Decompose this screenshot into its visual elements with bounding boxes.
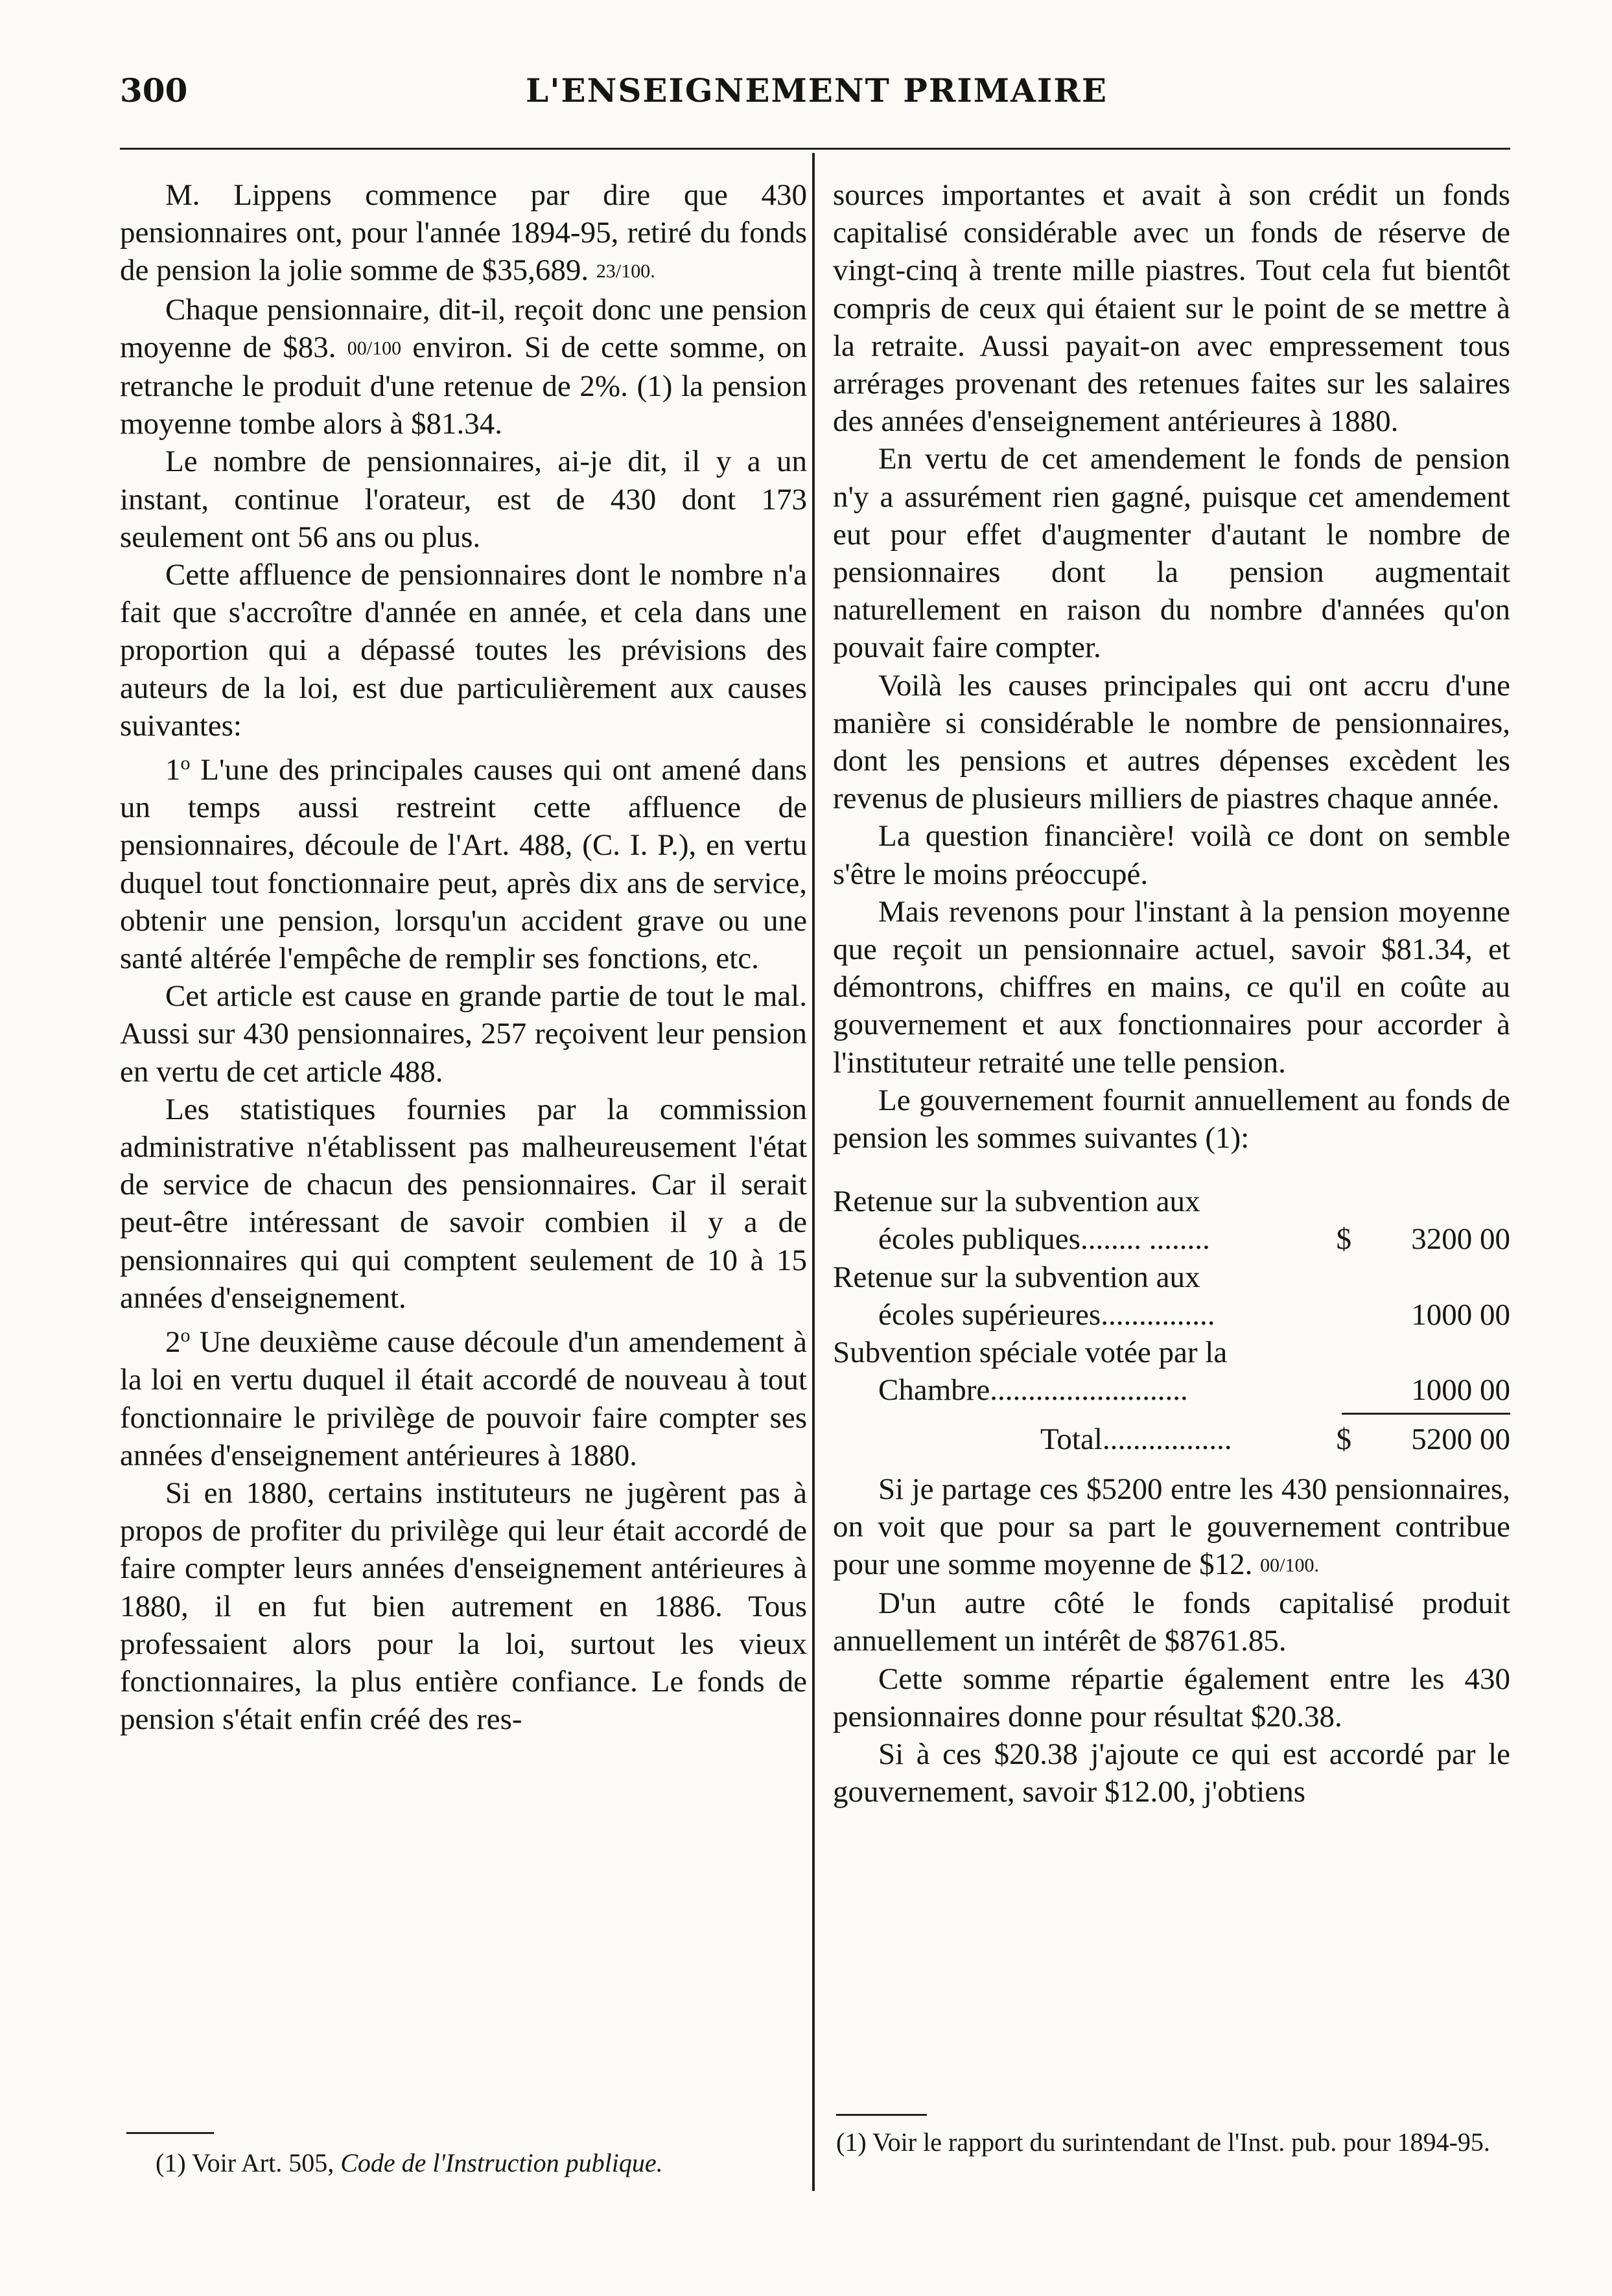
paragraph: Cette somme répartie également entre les 430 pensionnaires donne pour résultat $20.38. bbox=[833, 1662, 1510, 1734]
paragraph: La question financière! voilà ce dont on semble s'être le moins préoccupé. bbox=[833, 819, 1510, 891]
funding-table bbox=[833, 1183, 1510, 1458]
paragraph: Chaque pensionnaire, dit-il, reçoit donc une pension moyenne de $83. 00/100 environ. Si de cette somme, on retranche le produit d'une retenue de 2%. (1) la pension moyenne tombe alors à $81.34. bbox=[120, 292, 807, 441]
footnote-left: (1) Voir Art. 505, Code de l'Instruction publique. bbox=[156, 2148, 663, 2177]
header-rule bbox=[120, 148, 1510, 150]
paragraph: Voilà les causes principales qui ont accru d'une manière si considérable le nombre de pensionnaires, dont les pensions et autres dépenses excèdent les revenus de plusieurs milliers de piastres chaque année. bbox=[833, 668, 1510, 816]
paragraph: 2$^o$ Une deuxième cause découle d'un amendement à la loi en vertu duquel il était accordé de nouveau à tout fonctionnaire le privilège de pouvoir faire compter ses années d'enseignement antérieures à 1880. bbox=[120, 1325, 807, 1472]
table-row: Retenue sur la subvention aux bbox=[833, 1185, 1200, 1219]
left-column bbox=[120, 176, 807, 1738]
page-number: 300 bbox=[120, 71, 188, 110]
fraction: 00/100. bbox=[1260, 1555, 1320, 1576]
paragraph: Si à ces $20.38 j'ajoute ce qui est accordé par le gouvernement, savoir $12.00, j'obtiens bbox=[833, 1737, 1510, 1809]
paragraph: Le gouvernement fournit annuellement au fonds de pension les sommes suivantes (1): bbox=[833, 1083, 1510, 1155]
fraction: 00/100 bbox=[347, 337, 402, 359]
total-amount: 5200 00 bbox=[1411, 1422, 1510, 1457]
paragraph: Cet article est cause en grande partie de tout le mal. Aussi sur 430 pensionnaires, 257 reçoivent leur pension en vertu de cet article 488. bbox=[120, 979, 807, 1089]
paragraph: En vertu de cet amendement le fonds de pension n'y a assurément rien gagné, puisque cet amendement eut pour effet d'augmenter d'autant le nombre de pensionnaires dont la pension augmentait naturellement en raison du nombre d'années qu'on pouvait faire compter. bbox=[833, 442, 1510, 665]
paragraph: Les statistiques fournies par la commission administrative n'établissent pas malheureusement l'état de service de chacun des pensionnaires. Car il serait peut-être intéressant de savoir combien il y a de pensionnaires qui qui comptent seulement de 10 à 15 années d'enseignement. bbox=[120, 1092, 807, 1315]
paragraph: Le nombre de pensionnaires, ai-je dit, il y a un instant, continue l'orateur, est de 430 dont 173 seulement ont 56 ans ou plus. bbox=[120, 445, 807, 554]
table-row: Chambre.......................... 1000 00 bbox=[833, 1371, 1510, 1409]
amount: 3200 00 bbox=[1411, 1222, 1510, 1257]
paragraph: Si en 1880, certains instituteurs ne jugèrent pas à propos de profiter du privilège qui leur était accordé de faire compter leurs années d'enseignement antérieures à 1880, il en fut bien autrement en 1886. Tous professaient alors pour la loi, surtout les vieux fonctionnaires, la plus entière confiance. Le fonds de pension s'était enfin créé des res- bbox=[120, 1476, 807, 1737]
fraction: 23/100. bbox=[596, 261, 655, 283]
paragraph: Cette affluence de pensionnaires dont le nombre n'a fait que s'accroître d'année en année, et cela dans une proportion qui a dépassé toutes les prévisions des auteurs de la loi, est due particulièrement aux causes suivantes: bbox=[120, 558, 807, 743]
table-row: écoles supérieures............... 1000 00 bbox=[833, 1296, 1510, 1334]
paragraph: M. Lippens commence par dire que 430 pensionnaires ont, pour l'année 1894-95, retiré du fonds de pension la jolie somme de $35,689. 23/100. bbox=[120, 178, 807, 288]
footnote-rule bbox=[126, 2132, 214, 2134]
footnote-right: (1) Voir le rapport du surintendant de l'Inst. pub. pour 1894-95. bbox=[836, 2128, 1490, 2157]
column-divider bbox=[812, 153, 815, 2191]
paragraph: 1$^o$ L'une des principales causes qui ont amené dans un temps aussi restreint cette affluence de pensionnaires, découle de l'Art. 488, (C. I. P.), en vertu duquel tout fonctionnaire peut, après dix ans de service, obtenir une pension, lorsqu'un accident grave ou une santé altérée l'empêche de remplir ses fonctions, etc. bbox=[120, 752, 808, 976]
amount: 1000 00 bbox=[1411, 1373, 1510, 1408]
paragraph: sources importantes et avait à son crédit un fonds capitalisé considérable avec un fonds de réserve de vingt-cinq à trente mille piastres. Tout cela fut bientôt compris de ceux qui étaient sur le point de se mettre à la retraite. Aussi payait-on avec empressement tous arrérages provenant des retenues faites sur les salaires des années d'enseignement antérieures à 1880. bbox=[833, 178, 1510, 439]
right-column bbox=[833, 176, 1510, 1811]
table-total-row: Total................. $ 5200 00 bbox=[833, 1421, 1510, 1458]
paragraph: Si je partage ces $5200 entre les 430 pensionnaires, on voit que pour sa part le gouvernement contribue pour une somme moyenne de $12. 00/100. bbox=[833, 1472, 1510, 1581]
footnote-rule bbox=[836, 2114, 927, 2116]
table-row: Retenue sur la subvention aux bbox=[833, 1260, 1200, 1294]
page-header bbox=[120, 71, 1513, 123]
sum-rule bbox=[833, 1409, 1510, 1421]
paragraph: Mais revenons pour l'instant à la pension moyenne que reçoit un pensionnaire actuel, savoir $81.34, et démontrons, chiffres en mains, ce qu'il en coûte au gouvernement et aux fonctionnaires pour accorder à l'instituteur retraité une telle pension. bbox=[833, 894, 1510, 1080]
paragraph: D'un autre côté le fonds capitalisé produit annuellement un intérêt de $8761.85. bbox=[833, 1586, 1510, 1658]
table-row: Subvention spéciale votée par la bbox=[833, 1336, 1228, 1370]
table-row: écoles publiques........ ........ $ 3200 00 bbox=[833, 1220, 1510, 1258]
running-title: L'ENSEIGNEMENT PRIMAIRE bbox=[526, 71, 1108, 110]
amount: 1000 00 bbox=[1411, 1297, 1510, 1332]
